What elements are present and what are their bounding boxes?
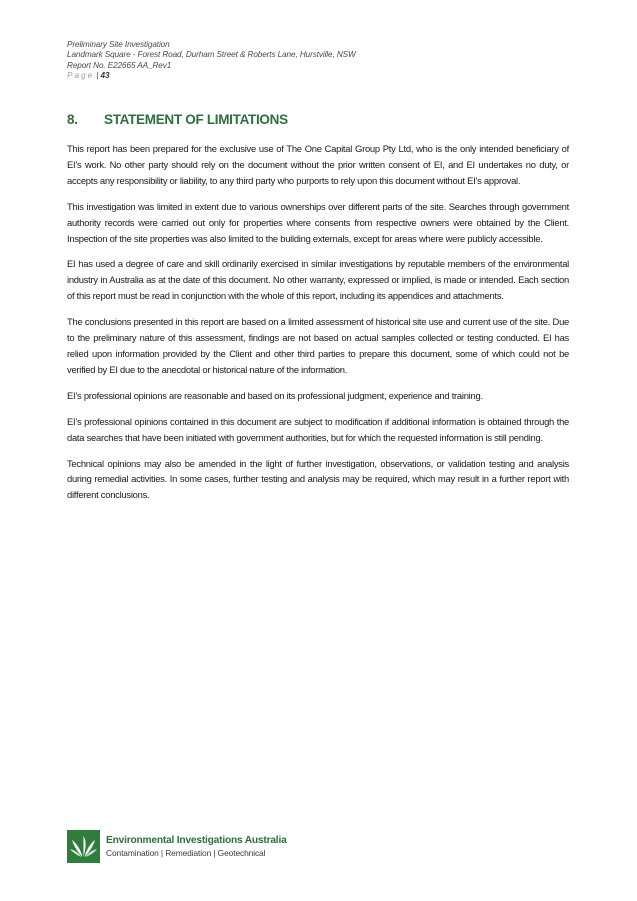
page-label: Page [67, 70, 95, 80]
paragraph-technical-opinions: Technical opinions may also be amended in the light of further investigation, observations, or validation testing and analysis during remedial activities. In some cases, further testing and analysis may be required, which may result in a further report with different conclusions. [67, 457, 569, 501]
company-name: Environmental Investigations Australia [106, 835, 287, 846]
section-heading [67, 112, 288, 127]
section-number: 8. [67, 112, 78, 127]
footer-company-logo [67, 830, 287, 863]
header-page-indicator [67, 71, 356, 81]
header-report-number: Report No. E22665 AA_Rev1 [67, 60, 172, 70]
paragraph-professional-opinions: EI’s professional opinions are reasonable and based on its professional judgment, experience and training. [67, 389, 483, 401]
page-header [67, 40, 356, 81]
page-number: 43 [100, 70, 110, 80]
section-title: STATEMENT OF LIMITATIONS [104, 112, 288, 127]
paragraph-conclusions-basis: The conclusions presented in this report are based on a limited assessment of historical site use and current use of the site. Due to the preliminary nature of this assessment, findings are not based on actual samples collected or testing conducted. EI has relied upon information provided by the Client and other third parties to prepare this document, some of which could not be verified by EI due to the anecdotal or historical nature of the information. [67, 316, 569, 375]
company-tagline: Contamination | Remediation | Geotechnical [106, 848, 266, 858]
paragraph-standard-of-care: EI has used a degree of care and skill ordinarily exercised in similar investigations by reputable members of the environmental industry in Australia as at the date of this document. No other warranty, expressed or implied, is made or intended. Each section of this report must be read in conjunction with the whole of this report, including its appendices and attachments. [67, 258, 569, 302]
header-site-address: Landmark Square - Forest Road, Durham Street & Roberts Lane, Hurstville, NSW [67, 50, 356, 60]
header-report-title: Preliminary Site Investigation [67, 40, 170, 49]
leaf-icon [67, 830, 100, 863]
logo-text [106, 834, 287, 859]
paragraph-intended-use: This report has been prepared for the exclusive use of The One Capital Group Pty Ltd, who is the only intended beneficiary of EI’s work. No other party should rely on the document without the prior written consent of EI, and EI undertakes no duty, or accepts any responsibility or liability, to any third party who purports to rely upon this document without EI’s approval. [67, 143, 569, 186]
paragraph-investigation-extent: This investigation was limited in extent due to various ownerships over different parts of the site. Searches through government authority records were carried out only for properties where consents from respective owners were obtained by the Client. Inspection of the site properties was also limited to the building externals, except for areas where were publicly accessible. [67, 200, 569, 244]
section-body [67, 141, 569, 513]
paragraph-opinion-modification: EI’s professional opinions contained in this document are subject to modification if additional information is obtained through the data searches that have been initiated with government authorities, but for which the requested information is still pending. [67, 415, 569, 443]
page-separator: | [94, 70, 101, 80]
